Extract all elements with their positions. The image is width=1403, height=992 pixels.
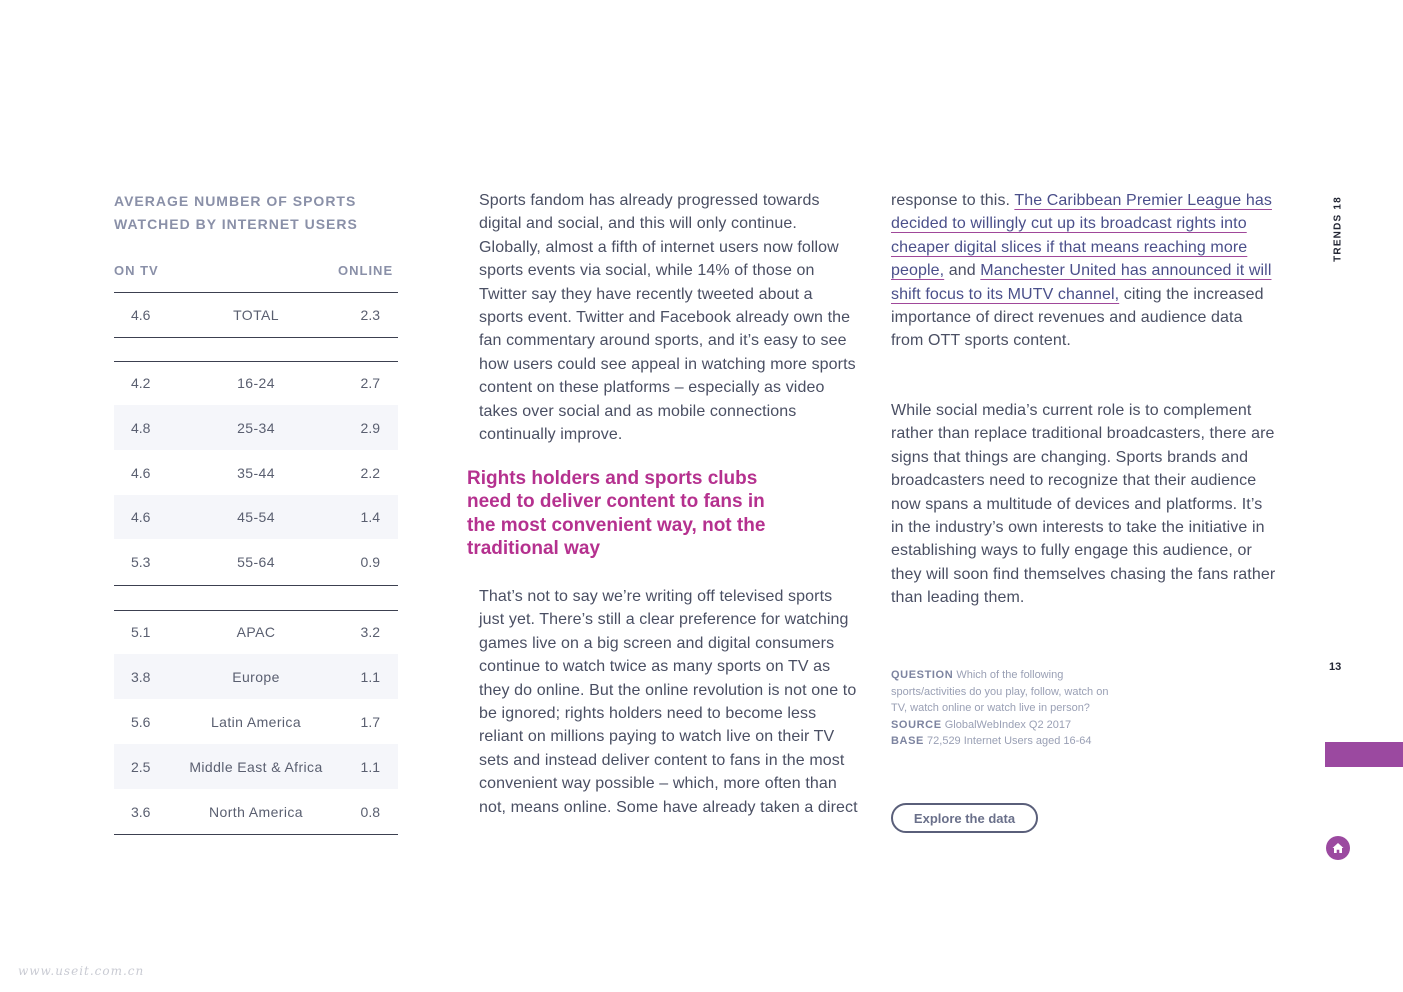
table-title: AVERAGE NUMBER OF SPORTS WATCHED BY INTERNET USERS xyxy=(114,193,358,232)
table-divider xyxy=(114,337,398,338)
table-divider xyxy=(114,585,398,586)
body-paragraph-3: response to this. The Caribbean Premier League has decided to willingly cut up its broadcast rights into cheaper digital slices if that means reaching more people, and Manchester United has announced it will shift focus to its MUTV channel, citing the increased importance of direct revenues and audience data from OTT sports content. xyxy=(891,192,1272,350)
tv-value: 3.8 xyxy=(131,668,151,685)
column-header-on-tv: ON TV xyxy=(114,263,159,278)
online-value: 0.8 xyxy=(360,803,380,820)
body-paragraph-2: That’s not to say we’re writing off televised sports just yet. There’s still a clear preference for watching games live on a big screen and digital consumers continue to watch twice as many sports on TV as they do online. But the online revolution is not one to be ignored; rights holders need to become less reliant on millions paying to watch live on their TV sets and instead deliver content to fans in the most convenient way possible – which, more often than not, means online. Some have already taken a direct xyxy=(479,588,858,816)
tv-value: 4.6 xyxy=(131,306,151,323)
table-group-age xyxy=(114,361,398,585)
table-row xyxy=(114,495,398,539)
tv-value: 4.8 xyxy=(131,419,151,436)
manchester-united-link[interactable]: Manchester United has announced it will shift focus to its MUTV channel, xyxy=(891,262,1272,303)
table-row xyxy=(114,699,398,744)
row-label: Latin America xyxy=(210,713,302,730)
tv-value: 4.6 xyxy=(131,509,151,525)
tv-value: 4.6 xyxy=(131,464,151,481)
row-label: North America xyxy=(209,803,303,820)
table-row xyxy=(114,654,398,699)
row-label: Europe xyxy=(232,668,280,685)
table-group-region xyxy=(114,610,398,834)
home-icon xyxy=(1331,841,1345,855)
online-value: 2.3 xyxy=(360,306,380,323)
row-label: 25-34 xyxy=(237,419,275,436)
source-text: GlobalWebIndex Q2 2017 xyxy=(944,718,1072,731)
row-label: 45-54 xyxy=(237,509,275,525)
tv-value: 5.6 xyxy=(131,713,151,730)
online-value: 0.9 xyxy=(360,554,380,570)
online-value: 2.2 xyxy=(360,464,380,481)
tv-value: 5.3 xyxy=(131,554,151,570)
body-paragraph-4: While social media’s current role is to complement rather than replace traditional broadcasters, there are signs that things are changing. Sports brands and broadcasters need to recognize that their audience now spans a multitude of devices and platforms. It’s in the industry’s own interests to take the initiative in establishing ways to fully engage this audience, or they will soon find themselves chasing the fans rather than leading them. xyxy=(891,402,1276,607)
table-group-total xyxy=(114,292,398,337)
row-label: 35-44 xyxy=(237,464,275,481)
tv-value: 4.2 xyxy=(131,375,151,391)
row-label: TOTAL xyxy=(233,306,279,323)
table-row xyxy=(114,405,398,450)
table-row xyxy=(114,539,398,585)
online-value: 1.7 xyxy=(360,713,380,730)
base-text: 72,529 Internet Users aged 16-64 xyxy=(927,735,1092,748)
question-text: Which of the following sports/activities do you play, follow, watch on TV, watch online or watch live in person? xyxy=(891,669,1109,715)
pull-heading: Rights holders and sports clubs need to deliver content to fans in the most convenient way, not the traditional way xyxy=(467,468,766,560)
section-tab[interactable] xyxy=(1325,742,1403,767)
tv-value: 5.1 xyxy=(131,624,151,640)
table-row xyxy=(114,292,398,337)
source-label: SOURCE xyxy=(891,718,942,731)
online-value: 1.1 xyxy=(360,668,380,685)
tv-value: 3.6 xyxy=(131,803,151,820)
base-label: BASE xyxy=(891,735,924,748)
table-row xyxy=(114,789,398,834)
online-value: 1.4 xyxy=(360,509,380,525)
online-value: 2.7 xyxy=(360,375,380,391)
table-divider xyxy=(114,834,398,835)
row-label: APAC xyxy=(236,624,276,640)
row-label: 55-64 xyxy=(237,554,275,570)
row-label: 16-24 xyxy=(237,375,275,391)
section-label: TRENDS 18 xyxy=(1332,196,1344,262)
source-notes xyxy=(891,667,1116,750)
body-paragraph-1: Sports fandom has already progressed towards digital and social, and this will only continue. Globally, almost a fifth of internet users now follow sports events via social, while 14% of those on Twitter say they have recently tweeted about a sports event. Twitter and Facebook already own the fan commentary around sports, and it’s easy to see how users could see appeal in watching more sports content on these platforms – especially as video takes over social and as mobile connections continually improve. xyxy=(479,192,856,444)
online-value: 3.2 xyxy=(360,624,380,640)
column-header-online: ONLINE xyxy=(338,263,394,278)
table-row xyxy=(114,361,398,405)
question-label: QUESTION xyxy=(891,669,954,681)
online-value: 2.9 xyxy=(360,419,380,436)
explore-data-button[interactable]: Explore the data xyxy=(891,803,1038,833)
page-number: 13 xyxy=(1329,661,1342,673)
row-label: Middle East & Africa xyxy=(189,758,323,775)
watermark-text: www.useit.com.cn xyxy=(18,964,145,978)
tv-value: 2.5 xyxy=(131,758,151,775)
table-row xyxy=(114,450,398,495)
table-row xyxy=(114,610,398,654)
table-row xyxy=(114,744,398,789)
home-button[interactable] xyxy=(1326,836,1350,860)
caribbean-premier-league-link[interactable]: The Caribbean Premier League has decided to willingly cut up its broadcast rights into cheaper digital slices if that means reaching more people, xyxy=(891,192,1272,280)
online-value: 1.1 xyxy=(360,758,380,775)
